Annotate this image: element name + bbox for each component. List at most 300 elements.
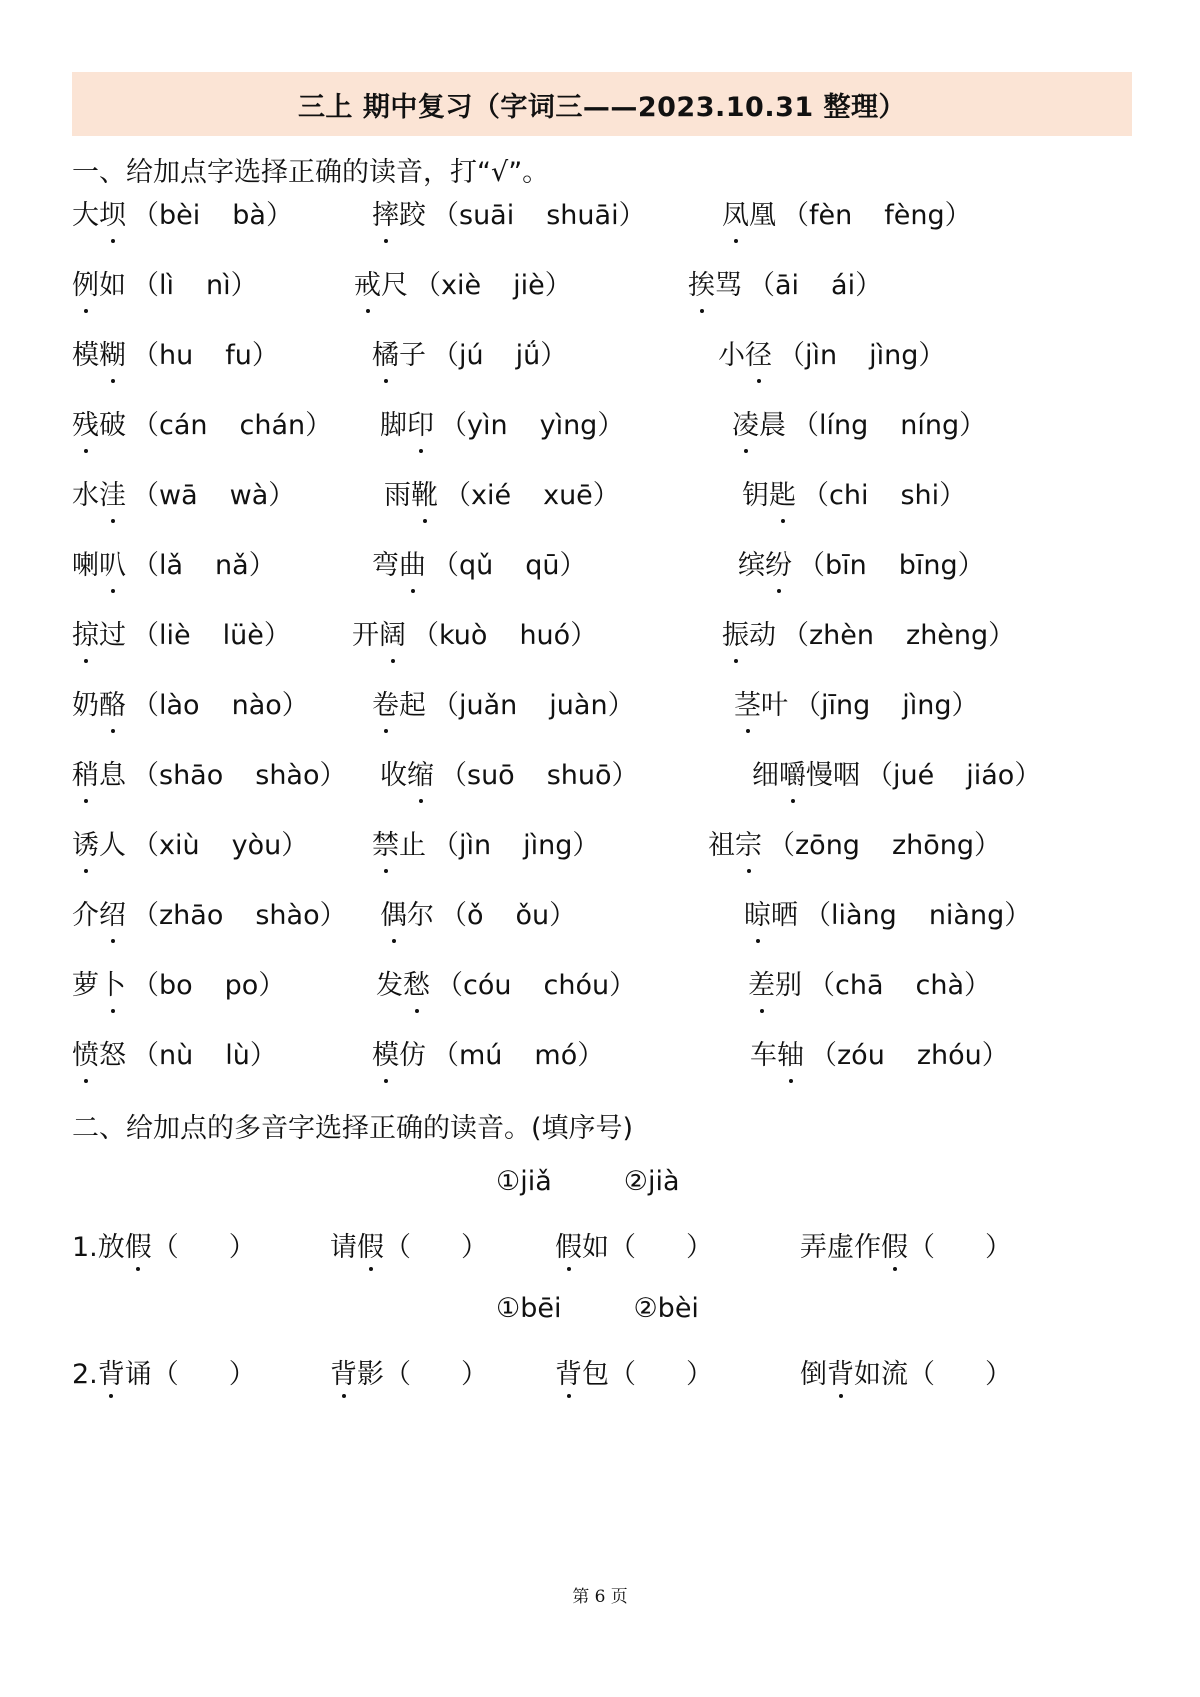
word-text: 别 bbox=[775, 970, 802, 1001]
pinyin-item bbox=[372, 826, 599, 866]
pinyin-option-a: cán bbox=[159, 410, 208, 441]
paren-close: ） bbox=[951, 690, 979, 721]
paren-close: ） bbox=[258, 970, 286, 1001]
pinyin-option-b: ǒu bbox=[515, 900, 550, 931]
paren-open: （ bbox=[432, 200, 459, 231]
word-text: 凰 bbox=[749, 200, 776, 231]
paren-close: ） bbox=[268, 480, 296, 511]
fill-item bbox=[800, 1352, 1012, 1391]
pinyin-option-a: kuò bbox=[439, 620, 488, 651]
word-text: 如流 bbox=[854, 1359, 908, 1390]
paren-open: （ bbox=[804, 900, 831, 931]
pinyin-item bbox=[72, 476, 295, 516]
page-title-bar bbox=[72, 72, 1132, 136]
pinyin-option-b: jiè bbox=[513, 270, 545, 301]
pinyin-option-b: huó bbox=[519, 620, 571, 651]
pinyin-item bbox=[72, 196, 293, 236]
paren-open: （ bbox=[414, 270, 441, 301]
pinyin-option-a: zhèn bbox=[809, 620, 875, 651]
paren-close: ） bbox=[985, 1232, 1012, 1263]
paren-close: ） bbox=[281, 830, 309, 861]
pinyin-option-b: juàn bbox=[549, 690, 608, 721]
pinyin-option-b: jìng bbox=[902, 690, 952, 721]
paren-close: ） bbox=[981, 1040, 1009, 1071]
dotted-char: 愤 bbox=[72, 1036, 99, 1076]
dotted-char: 径 bbox=[745, 336, 772, 376]
paren-close: ） bbox=[918, 340, 946, 371]
pinyin-option-a: lǎ bbox=[159, 550, 184, 581]
paren-open: （ bbox=[802, 480, 829, 511]
word-text: 过 bbox=[99, 620, 126, 651]
pinyin-item bbox=[72, 966, 285, 1006]
paren-open: （ bbox=[444, 480, 471, 511]
paren-open: （ bbox=[432, 1040, 459, 1071]
dotted-char: 禁 bbox=[372, 826, 399, 866]
pinyin-option-a: chi bbox=[829, 480, 869, 511]
word-text: 钥 bbox=[742, 480, 769, 511]
dotted-char: 绍 bbox=[99, 896, 126, 936]
pinyin-option-a: nù bbox=[159, 1040, 194, 1071]
paren-open: （ bbox=[440, 900, 467, 931]
pinyin-item bbox=[380, 896, 576, 936]
dotted-char: 背 bbox=[330, 1352, 357, 1391]
pinyin-option-a: bo bbox=[159, 970, 193, 1001]
paren-close: ） bbox=[228, 1359, 256, 1390]
fill-item bbox=[330, 1352, 488, 1391]
pinyin-item bbox=[72, 686, 309, 726]
pinyin-item bbox=[752, 756, 1041, 796]
pinyin-option-b: lüè bbox=[222, 620, 264, 651]
paren-open: （ bbox=[412, 620, 439, 651]
dotted-char: 凤 bbox=[722, 196, 749, 236]
paren-close: ） bbox=[319, 760, 347, 791]
word-text: 破 bbox=[99, 410, 126, 441]
paren-close: ） bbox=[985, 1359, 1012, 1390]
dotted-char: 匙 bbox=[769, 476, 796, 516]
paren-close: ） bbox=[572, 830, 600, 861]
pinyin-item bbox=[72, 406, 332, 446]
paren-close: ） bbox=[559, 550, 587, 581]
pinyin-item bbox=[744, 896, 1031, 936]
pinyin-option-b: jiáo bbox=[966, 760, 1015, 791]
word-text: 大 bbox=[72, 200, 99, 231]
dotted-char: 坝 bbox=[99, 196, 126, 236]
pinyin-option-a: xiè bbox=[441, 270, 482, 301]
word-text: 息 bbox=[99, 760, 126, 791]
paren-open: （ bbox=[132, 690, 159, 721]
fill-item bbox=[555, 1352, 713, 1391]
pinyin-item bbox=[742, 476, 966, 516]
pinyin-item bbox=[750, 1036, 1009, 1076]
paren-open: （ bbox=[432, 550, 459, 581]
pinyin-option-a: jué bbox=[893, 760, 935, 791]
paren-open: （ bbox=[808, 970, 835, 1001]
dotted-char: 稍 bbox=[72, 756, 99, 796]
pinyin-option-a: zhāo bbox=[159, 900, 224, 931]
paren-close: ） bbox=[607, 690, 635, 721]
word-text: 请 bbox=[330, 1232, 357, 1263]
dotted-char: 掠 bbox=[72, 616, 99, 656]
dotted-char: 茎 bbox=[734, 686, 761, 726]
pinyin-item bbox=[380, 406, 624, 446]
paren-close: ） bbox=[597, 410, 625, 441]
pinyin-item bbox=[72, 266, 258, 306]
dotted-char: 诱 bbox=[72, 826, 99, 866]
dotted-char: 愁 bbox=[403, 966, 430, 1006]
pinyin-option-a: jú bbox=[459, 340, 484, 371]
paren-close: ） bbox=[855, 270, 883, 301]
pinyin-item bbox=[72, 336, 279, 376]
dotted-char: 残 bbox=[72, 406, 99, 446]
paren-close: ） bbox=[944, 200, 972, 231]
pinyin-option-b: qū bbox=[525, 550, 560, 581]
word-text: 弄虚作 bbox=[800, 1232, 881, 1263]
dotted-char: 偶 bbox=[380, 896, 407, 936]
dotted-char: 晾 bbox=[744, 896, 771, 936]
word-text: 车 bbox=[750, 1040, 777, 1071]
paren-close: ） bbox=[319, 900, 347, 931]
word-text: 晒 bbox=[771, 900, 798, 931]
paren-open: （ bbox=[384, 1359, 411, 1390]
dotted-char: 曲 bbox=[399, 546, 426, 586]
word-text: 缤 bbox=[738, 550, 765, 581]
pinyin-item bbox=[718, 336, 945, 376]
paren-open: （ bbox=[782, 620, 809, 651]
pinyin-item bbox=[372, 196, 646, 236]
word-text: 1.放 bbox=[72, 1232, 125, 1263]
reading-choices bbox=[496, 1166, 680, 1197]
pinyin-item bbox=[380, 756, 639, 796]
paren-close: ） bbox=[461, 1232, 488, 1263]
fill-item bbox=[72, 1352, 256, 1391]
pinyin-item bbox=[372, 546, 587, 586]
section1-heading: 一、给加点字选择正确的读音，打“√”。 bbox=[72, 157, 550, 188]
word-text: 弯 bbox=[372, 550, 399, 581]
reading-choices bbox=[496, 1293, 699, 1324]
paren-close: ） bbox=[281, 690, 309, 721]
pinyin-item bbox=[72, 826, 308, 866]
dotted-char: 纷 bbox=[765, 546, 792, 586]
paren-close: ） bbox=[686, 1359, 713, 1390]
dotted-char: 模 bbox=[372, 1036, 399, 1076]
paren-open: （ bbox=[609, 1232, 636, 1263]
pinyin-option-a: cóu bbox=[463, 970, 512, 1001]
pinyin-option-a: xiù bbox=[159, 830, 200, 861]
pinyin-option-a: zóu bbox=[837, 1040, 885, 1071]
paren-open: （ bbox=[132, 200, 159, 231]
pinyin-item bbox=[354, 266, 572, 306]
pinyin-option-b: ái bbox=[831, 270, 856, 301]
pinyin-item bbox=[72, 616, 291, 656]
paren-open: （ bbox=[866, 760, 893, 791]
paren-open: （ bbox=[151, 1359, 179, 1390]
fill-item bbox=[72, 1225, 256, 1264]
pinyin-option-b: shi bbox=[900, 480, 940, 511]
pinyin-item bbox=[372, 336, 567, 376]
word-text: 雨 bbox=[384, 480, 411, 511]
word-text: 如 bbox=[582, 1232, 609, 1263]
pinyin-option-a: xié bbox=[471, 480, 512, 511]
dotted-char: 洼 bbox=[99, 476, 126, 516]
paren-close: ） bbox=[230, 270, 258, 301]
pinyin-item bbox=[372, 1036, 604, 1076]
word-text: 晨 bbox=[759, 410, 786, 441]
pinyin-option-b: bīng bbox=[898, 550, 958, 581]
paren-open: （ bbox=[436, 970, 463, 1001]
paren-close: ） bbox=[618, 200, 646, 231]
paren-close: ） bbox=[939, 480, 967, 511]
pinyin-item bbox=[738, 546, 985, 586]
pinyin-option-a: suō bbox=[467, 760, 515, 791]
pinyin-option-a: jìn bbox=[459, 830, 492, 861]
paren-open: （ bbox=[132, 760, 159, 791]
pinyin-option-b: shào bbox=[255, 900, 320, 931]
pinyin-option-a: qǔ bbox=[459, 550, 494, 581]
pinyin-option-b: yòu bbox=[231, 830, 282, 861]
pinyin-option-b: zhóu bbox=[916, 1040, 982, 1071]
word-text: 发 bbox=[376, 970, 403, 1001]
pinyin-option-a: āi bbox=[775, 270, 800, 301]
dotted-char: 阔 bbox=[379, 616, 406, 656]
pinyin-option-b: fu bbox=[225, 340, 252, 371]
pinyin-option-a: bīn bbox=[825, 550, 867, 581]
paren-close: ） bbox=[251, 340, 279, 371]
pinyin-option-a: jìn bbox=[805, 340, 838, 371]
pinyin-item bbox=[72, 546, 276, 586]
paren-open: （ bbox=[794, 690, 821, 721]
dotted-char: 差 bbox=[748, 966, 775, 1006]
pinyin-option-b: jǘ bbox=[515, 340, 541, 371]
paren-open: （ bbox=[132, 270, 159, 301]
pinyin-option-b: bà bbox=[232, 200, 266, 231]
pinyin-item bbox=[376, 966, 636, 1006]
pinyin-item bbox=[748, 966, 991, 1006]
section2-heading: 二、给加点的多音字选择正确的读音。(填序号) bbox=[72, 1113, 634, 1144]
paren-open: （ bbox=[151, 1232, 179, 1263]
word-text: 影 bbox=[357, 1359, 384, 1390]
paren-open: （ bbox=[132, 1040, 159, 1071]
paren-close: ） bbox=[263, 620, 291, 651]
paren-close: ） bbox=[957, 550, 985, 581]
pinyin-option-b: níng bbox=[900, 410, 960, 441]
page-title: 三上 期中复习（字词三——2023.10.31 整理） bbox=[297, 91, 907, 123]
pinyin-item bbox=[734, 686, 979, 726]
pinyin-option-b: xuē bbox=[543, 480, 593, 511]
dotted-char: 背 bbox=[555, 1352, 582, 1391]
pinyin-item bbox=[732, 406, 986, 446]
word-text: 跤 bbox=[399, 200, 426, 231]
pinyin-option-b: shuāi bbox=[546, 200, 619, 231]
paren-open: （ bbox=[132, 620, 159, 651]
paren-open: （ bbox=[432, 830, 459, 861]
paren-open: （ bbox=[132, 340, 159, 371]
paren-close: ） bbox=[461, 1359, 488, 1390]
paren-close: ） bbox=[1014, 760, 1042, 791]
pinyin-option-a: bèi bbox=[159, 200, 201, 231]
dotted-char: 假 bbox=[125, 1225, 152, 1264]
pinyin-option-b: chán bbox=[239, 410, 306, 441]
dotted-char: 印 bbox=[407, 406, 434, 446]
reading-choice: ①jiǎ bbox=[496, 1166, 552, 1197]
paren-open: （ bbox=[384, 1232, 411, 1263]
pinyin-option-a: shāo bbox=[159, 760, 224, 791]
paren-close: ） bbox=[540, 340, 568, 371]
pinyin-option-a: líng bbox=[819, 410, 869, 441]
paren-open: （ bbox=[778, 340, 805, 371]
fill-item bbox=[800, 1225, 1012, 1264]
pinyin-option-a: wā bbox=[159, 480, 198, 511]
word-text: 细 bbox=[752, 760, 779, 791]
pinyin-option-a: fèn bbox=[809, 200, 853, 231]
paren-open: （ bbox=[132, 480, 159, 511]
dotted-char: 摔 bbox=[372, 196, 399, 236]
word-text: 动 bbox=[749, 620, 776, 651]
paren-open: （ bbox=[132, 970, 159, 1001]
paren-close: ） bbox=[248, 550, 276, 581]
paren-close: ） bbox=[964, 970, 992, 1001]
pinyin-option-a: suāi bbox=[459, 200, 515, 231]
pinyin-item bbox=[72, 896, 347, 936]
pinyin-option-a: juǎn bbox=[459, 690, 518, 721]
dotted-char: 靴 bbox=[411, 476, 438, 516]
dotted-char: 宗 bbox=[735, 826, 762, 866]
paren-open: （ bbox=[908, 1359, 935, 1390]
word-text: 叶 bbox=[761, 690, 788, 721]
paren-close: ） bbox=[577, 1040, 605, 1071]
paren-open: （ bbox=[792, 410, 819, 441]
paren-open: （ bbox=[798, 550, 825, 581]
pinyin-option-b: chà bbox=[915, 970, 965, 1001]
reading-choice: ②jià bbox=[623, 1166, 680, 1197]
dotted-char: 叭 bbox=[99, 546, 126, 586]
pinyin-option-a: zōng bbox=[795, 830, 860, 861]
pinyin-option-b: nǎ bbox=[215, 550, 249, 581]
pinyin-option-b: jìng bbox=[523, 830, 573, 861]
pinyin-item bbox=[352, 616, 597, 656]
paren-open: （ bbox=[132, 410, 159, 441]
pinyin-option-b: zhōng bbox=[891, 830, 975, 861]
paren-close: ） bbox=[249, 1040, 277, 1071]
pinyin-item bbox=[72, 1036, 277, 1076]
pinyin-option-b: fèng bbox=[884, 200, 945, 231]
paren-open: （ bbox=[432, 340, 459, 371]
paren-close: ） bbox=[549, 900, 577, 931]
dotted-char: 酪 bbox=[99, 686, 126, 726]
word-text: 萝 bbox=[72, 970, 99, 1001]
word-text: 止 bbox=[399, 830, 426, 861]
dotted-char: 假 bbox=[555, 1225, 582, 1264]
pinyin-item bbox=[384, 476, 620, 516]
dotted-char: 卜 bbox=[99, 966, 126, 1006]
word-text: 倒 bbox=[800, 1359, 827, 1390]
word-text: 仿 bbox=[399, 1040, 426, 1071]
word-text: 介 bbox=[72, 900, 99, 931]
dotted-char: 假 bbox=[881, 1225, 908, 1264]
pinyin-item bbox=[688, 266, 882, 306]
paren-open: （ bbox=[810, 1040, 837, 1071]
pinyin-item bbox=[722, 616, 1015, 656]
pinyin-option-b: yìng bbox=[539, 410, 598, 441]
pinyin-option-a: chā bbox=[835, 970, 884, 1001]
word-text: 2. bbox=[72, 1359, 98, 1390]
page-footer: 第 6 页 bbox=[572, 1587, 628, 1607]
pinyin-option-b: niàng bbox=[928, 900, 1005, 931]
paren-close: ） bbox=[544, 270, 572, 301]
paren-close: ） bbox=[988, 620, 1016, 651]
paren-open: （ bbox=[440, 760, 467, 791]
pinyin-option-a: liè bbox=[159, 620, 191, 651]
pinyin-option-a: lào bbox=[159, 690, 200, 721]
pinyin-option-b: wà bbox=[229, 480, 269, 511]
paren-open: （ bbox=[609, 1359, 636, 1390]
word-text: 骂 bbox=[715, 270, 742, 301]
pinyin-item bbox=[708, 826, 1001, 866]
word-text: 收 bbox=[380, 760, 407, 791]
paren-close: ） bbox=[265, 200, 293, 231]
pinyin-option-a: yìn bbox=[467, 410, 508, 441]
dotted-char: 例 bbox=[72, 266, 99, 306]
paren-open: （ bbox=[440, 410, 467, 441]
word-text: 慢咽 bbox=[806, 760, 860, 791]
pinyin-option-a: liàng bbox=[831, 900, 897, 931]
paren-close: ） bbox=[305, 410, 333, 441]
pinyin-option-b: nào bbox=[231, 690, 282, 721]
pinyin-option-b: chóu bbox=[543, 970, 610, 1001]
pinyin-item bbox=[72, 756, 347, 796]
pinyin-item bbox=[722, 196, 972, 236]
dotted-char: 凌 bbox=[732, 406, 759, 446]
pinyin-option-b: po bbox=[224, 970, 259, 1001]
dotted-char: 橘 bbox=[372, 336, 399, 376]
dotted-char: 缩 bbox=[407, 756, 434, 796]
paren-close: ） bbox=[228, 1232, 256, 1263]
word-text: 奶 bbox=[72, 690, 99, 721]
fill-item bbox=[330, 1225, 488, 1264]
reading-choice: ②bèi bbox=[633, 1293, 699, 1324]
reading-choice: ①bēi bbox=[496, 1293, 562, 1324]
word-text: 水 bbox=[72, 480, 99, 511]
word-text: 模 bbox=[72, 340, 99, 371]
word-text: 尔 bbox=[407, 900, 434, 931]
paren-close: ） bbox=[570, 620, 598, 651]
dotted-char: 卷 bbox=[372, 686, 399, 726]
word-text: 开 bbox=[352, 620, 379, 651]
dotted-char: 戒 bbox=[354, 266, 381, 306]
dotted-char: 背 bbox=[827, 1352, 854, 1391]
pinyin-option-a: jīng bbox=[821, 690, 871, 721]
paren-close: ） bbox=[609, 970, 637, 1001]
paren-open: （ bbox=[132, 550, 159, 581]
pinyin-option-b: zhèng bbox=[906, 620, 989, 651]
paren-close: ） bbox=[686, 1232, 713, 1263]
paren-close: ） bbox=[974, 830, 1002, 861]
word-text: 诵 bbox=[124, 1359, 152, 1390]
pinyin-option-b: jìng bbox=[869, 340, 919, 371]
dotted-char: 轴 bbox=[777, 1036, 804, 1076]
pinyin-option-a: lì bbox=[159, 270, 175, 301]
word-text: 脚 bbox=[380, 410, 407, 441]
word-text: 小 bbox=[718, 340, 745, 371]
pinyin-option-a: ǒ bbox=[467, 900, 484, 931]
word-text: 尺 bbox=[381, 270, 408, 301]
word-text: 祖 bbox=[708, 830, 735, 861]
paren-close: ） bbox=[611, 760, 639, 791]
pinyin-option-a: hu bbox=[159, 340, 194, 371]
dotted-char: 挨 bbox=[688, 266, 715, 306]
word-text: 包 bbox=[582, 1359, 609, 1390]
word-text: 起 bbox=[399, 690, 426, 721]
word-text: 喇 bbox=[72, 550, 99, 581]
